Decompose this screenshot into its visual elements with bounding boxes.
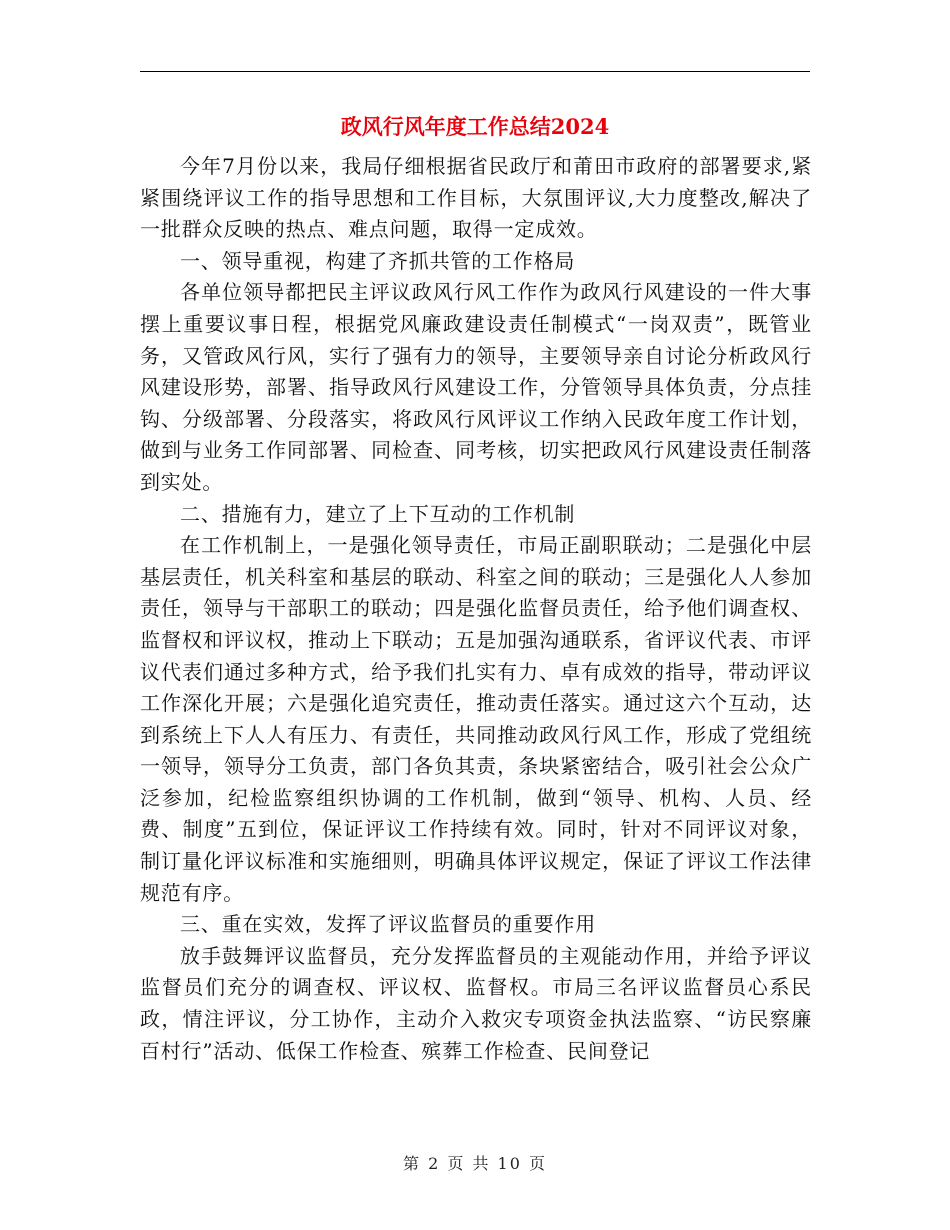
paragraph-intro: 今年7月份以来，我局仔细根据省民政厅和莆田市政府的部署要求,紧紧围绕评议工作的指导思想和工作目标，大氛围评议,大力度整改,解决了一批群众反映的热点、难点问题，取得一定成效。 [140,154,812,242]
paragraph-section-3: 放手鼓舞评议监督员，充分发挥监督员的主观能动作用，并给予评议监督员们充分的调查权、评议权、监督权。市局三名评议监督员心系民政，情注评议，分工协作，主动介入救灾专项资金执法监察、“访民察廉百村行”活动、低保工作检查、殡葬工作检查、民间登记 [140,943,812,1063]
header-rule [140,71,810,72]
section-heading-1: 一、领导重视，构建了齐抓共管的工作格局 [180,248,576,273]
section-heading-3: 三、重在实效，发挥了评议监督员的重要作用 [180,912,596,937]
paragraph-section-1: 各单位领导都把民主评议政风行风工作作为政风行风建设的一件大事摆上重要议事日程，根据党风廉政建设责任制模式“一岗双责”，既管业务，又管政风行风，实行了强有力的领导，主要领导亲自讨论分析政风行风建设形势，部署、指导政风行风建设工作，分管领导具体负责，分点挂钩、分级部署、分段落实，将政风行风评议工作纳入民政年度工作计划，做到与业务工作同部署、同检查、同考核，切实把政风行风建设责任制落到实处。 [140,280,812,494]
page-number-footer: 第 2 页 共 10 页 [403,1154,547,1173]
page-title: 政风行风年度工作总结2024 [340,114,610,139]
document-body [140,151,812,1067]
paragraph-section-2: 在工作机制上，一是强化领导责任，市局正副职联动；二是强化中层基层责任，机关科室和基层的联动、科室之间的联动；三是强化人人参加责任，领导与干部职工的联动；四是强化监督员责任，给予他们调查权、监督权和评议权，推动上下联动；五是加强沟通联系，省评议代表、市评议代表们通过多种方式，给予我们扎实有力、卓有成效的指导，带动评议工作深化开展；六是强化追究责任，推动责任落实。通过这六个互动，达到系统上下人人有压力、有责任，共同推动政风行风工作，形成了党组统一领导，领导分工负责，部门各负其责，条块紧密结合，吸引社会公众广泛参加，纪检监察组织协调的工作机制，做到“领导、机构、人员、经费、制度”五到位，保证评议工作持续有效。同时，针对不同评议对象，制订量化评议标准和实施细则，明确具体评议规定，保证了评议工作法律规范有序。 [140,533,812,905]
section-heading-2: 二、措施有力，建立了上下互动的工作机制 [180,501,576,526]
